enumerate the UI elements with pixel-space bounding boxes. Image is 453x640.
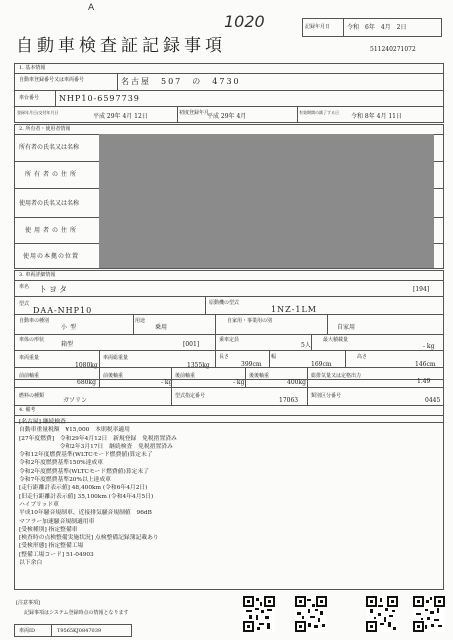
width-label: 幅: [271, 354, 277, 360]
vehicle-id-value: T9565KJ0847039: [57, 628, 102, 634]
first-reg-label: 初度登録年月: [179, 110, 210, 116]
maker-label: 車名: [19, 284, 30, 290]
owner-name-label: 所有者の氏名又は名称: [19, 144, 80, 151]
width-value: 169cm: [311, 361, 332, 368]
reg-number-value: 名古屋 507 の 4730: [121, 77, 241, 86]
remarks-list: [19, 418, 177, 567]
class-number-value: 0445: [425, 397, 441, 404]
vehicle-id-box: [14, 624, 132, 637]
maker-value: トヨタ: [39, 285, 69, 294]
rr-axle-value: 400kg: [287, 379, 306, 386]
engine-label: 原動機の型式: [209, 300, 240, 306]
body-shape-code: [001]: [183, 341, 200, 348]
remark-line: [名古屋] 継続検査: [19, 419, 66, 425]
handwritten-number: 1020: [224, 12, 265, 31]
rf-axle-value: - kg: [233, 379, 245, 386]
vehicle-id-label: 車両ID: [19, 628, 35, 634]
remark-line: 自動車重量税額 ¥15,000 本則税率適用: [19, 427, 130, 434]
displacement-label: 総排気量又は定格出力: [311, 373, 362, 379]
remarks-section: [14, 405, 444, 590]
ff-axle-value: 680kg: [77, 379, 96, 386]
model-label: 型式: [19, 301, 30, 307]
maker-code: [194]: [413, 286, 430, 293]
remark-line: [受検形態] 指定整備工場: [19, 543, 84, 550]
spec-number-label: 型式指定番号: [175, 393, 206, 399]
owner-address-label: 所有者の住所: [25, 171, 80, 178]
remark-line: [受検種別] 指定整備車: [19, 526, 78, 533]
max-load-label: 最大積載量: [323, 337, 349, 343]
length-value: 399cm: [241, 361, 262, 368]
capacity-label: 乗車定員: [219, 337, 240, 343]
remark-line: [旧走行距離計表示値] 35,100km (令和4年4月5日): [19, 493, 154, 500]
redacted-owner-info: [99, 134, 434, 268]
engine-value: 1NZ-1LM: [271, 305, 317, 314]
qr-code-icon: [243, 596, 275, 632]
basic-info-section: [14, 63, 444, 123]
gross-weight-value: 1355kg: [187, 362, 210, 369]
use-value: 乗用: [155, 324, 168, 331]
rr-axle-label: 後後軸重: [249, 373, 270, 379]
section1-title: 1. 基本情報: [19, 65, 46, 71]
gross-weight-label: 車両総重量: [103, 355, 129, 361]
remark-line: [走行距離計表示値] 48,400km (令和6年4月2日): [19, 485, 148, 492]
displacement-value: 1.49: [417, 378, 431, 385]
section4-title: 4. 備考: [19, 407, 36, 413]
section2-title: 2. 所有者・使用者情報: [19, 126, 71, 132]
qr-code-icon: [295, 596, 327, 632]
use-label: 用途: [135, 318, 146, 324]
fr-axle-label: 前後軸重: [103, 373, 124, 379]
height-label: 高さ: [357, 354, 368, 360]
body-shape-label: 車体の形状: [19, 337, 45, 343]
reg-number-label: 自動車登録番号又は車両番号: [19, 77, 85, 83]
class-number-label: 類別区分番号: [311, 393, 342, 399]
chassis-label: 車台番号: [19, 95, 40, 101]
remark-line: 令和2年3月17日 継続検査 免税措置済み: [19, 443, 173, 450]
length-label: 長さ: [219, 354, 230, 360]
qr-code-icon: [413, 596, 445, 632]
expiry-label: 有効期間の満了する日: [299, 110, 339, 115]
purpose-value: 自家用: [337, 324, 356, 331]
user-name-label: 使用者の氏名又は名称: [19, 200, 80, 207]
qr-code-icon: [366, 596, 398, 632]
remark-line: 令和2年度燃費基準(WLTCモード燃費値)算定未了: [19, 468, 149, 475]
record-date-value: 令和 6年 4月 2日: [347, 24, 407, 31]
expiry-value: 令和 8年 4月 11日: [351, 113, 402, 120]
spec-number-value: 17063: [279, 397, 299, 404]
remark-line: 令和2年度燃費基準150%達成車: [19, 460, 104, 467]
serial-number: 511240271072: [370, 46, 416, 53]
first-reg-value: 平成 29年 4月: [207, 113, 247, 120]
ff-axle-label: 前前軸重: [19, 373, 40, 379]
page-title: 自動車検査証記録事項: [16, 36, 226, 56]
remark-line: [整備工場コード] 51-04903: [19, 551, 94, 558]
base-location-label: 使用の本拠の位置: [23, 253, 80, 260]
remark-line: 令和12年度燃費基準(WLTCモード燃費値)算定未了: [19, 452, 153, 459]
model-value: DAA-NHP10: [33, 306, 93, 315]
chassis-value: NHP10-6597739: [59, 94, 140, 103]
fuel-label: 燃料の種類: [19, 393, 45, 399]
notice-text: 記録事項はシステム登録時点の情報となります: [24, 610, 129, 616]
capacity-value: 5人: [301, 342, 311, 349]
vehicle-detail-section: [14, 270, 444, 380]
rf-axle-label: 後前軸重: [175, 373, 196, 379]
notice-title: [注意事項]: [16, 600, 40, 606]
remark-line: 令和7年度燃費基準20%以上達成車: [19, 477, 111, 484]
reg-date-value: 平成 29年 4月 12日: [93, 113, 148, 120]
remark-line: 以下余白: [19, 560, 43, 567]
max-load-value: - kg: [423, 343, 435, 350]
handwritten-mark: A: [88, 3, 95, 13]
vehicle-type-value: 小型: [61, 324, 80, 331]
reg-date-label: 登録年月日/交付年月日: [17, 110, 59, 115]
fr-axle-value: - kg: [161, 379, 173, 386]
record-date-label: 記録年月日: [305, 24, 331, 30]
remark-line: マフラー加速騒音規制適用車: [19, 518, 95, 525]
vehicle-type-label: 自動車の種別: [19, 318, 50, 324]
remark-line: ハイブリッド車: [19, 501, 59, 508]
record-date-box: [302, 18, 442, 37]
fuel-value: ガソリン: [63, 397, 88, 404]
weight-label: 車両重量: [19, 355, 40, 361]
remark-line: 平成10年騒音規制車、近接排気騒音規制値 96dB: [19, 510, 152, 517]
user-address-label: 使用者の住所: [25, 227, 80, 234]
purpose-label: 自家用・事業用の別: [227, 318, 273, 324]
remark-line: [27年度燃費] 令和29年4月12日 新規登録 免税措置済み: [19, 435, 177, 442]
body-shape-value: 箱型: [61, 341, 74, 348]
remark-line: [検査時の点検整備実施状況] 点検整備記録簿記載あり: [19, 535, 159, 542]
height-value: 146cm: [415, 361, 436, 368]
weight-value: 1080kg: [75, 362, 98, 369]
section3-title: 3. 車両詳細情報: [19, 272, 56, 278]
